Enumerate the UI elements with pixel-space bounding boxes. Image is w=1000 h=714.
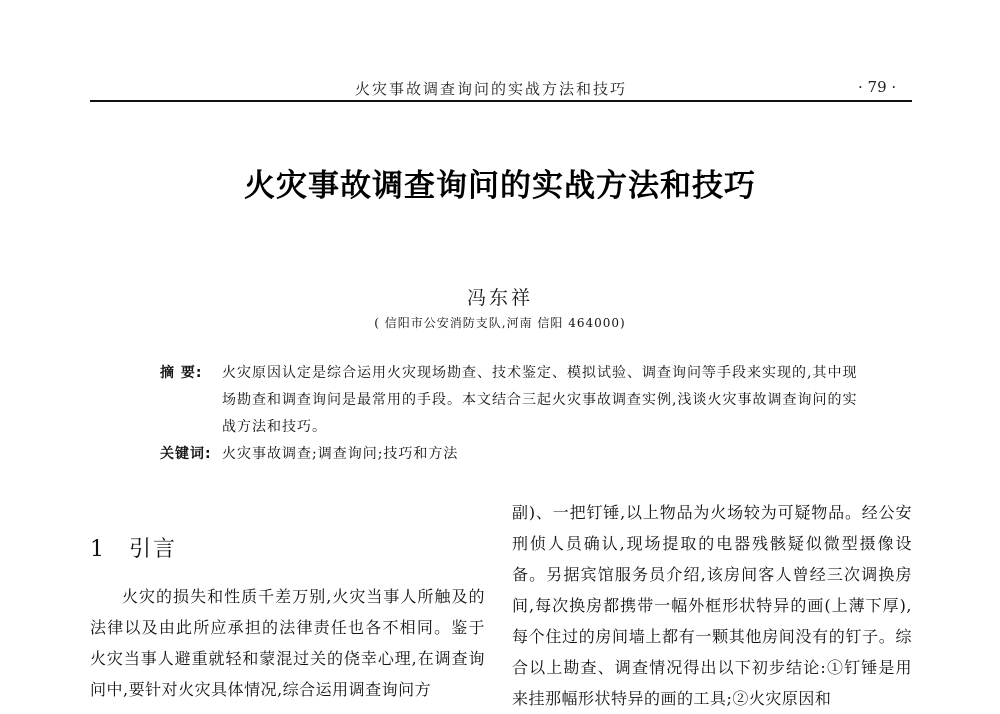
section-title: 引言	[129, 537, 178, 562]
keywords-label: 关键词:	[160, 446, 212, 462]
abstract-block	[160, 360, 860, 468]
page-number: · 79 ·	[858, 78, 897, 96]
left-paragraph: 火灾的损失和性质千差万别,火灾当事人所触及的法律以及由此所应承担的法律责任也各不相同。鉴于火灾当事人避重就轻和蒙混过关的侥幸心理,在调查询问中,要针对火灾具体情况,综合运用调查询问方	[90, 587, 485, 699]
right-column	[512, 497, 912, 714]
abstract-label: 摘 要:	[160, 365, 203, 381]
left-column	[90, 581, 485, 705]
running-title: 火灾事故调查询问的实战方法和技巧	[355, 80, 628, 98]
abstract-row	[160, 360, 860, 441]
author-name: 冯东祥	[466, 287, 533, 309]
abstract-text: 火灾原因认定是综合运用火灾现场勘查、技术鉴定、模拟试验、调查询问等手段来实现的,其中现场勘查和调查询问是最常用的手段。本文结合三起火灾事故调查实例,浅谈火灾事故调查询问的实战方法和技巧。	[222, 365, 858, 435]
section-heading	[90, 532, 177, 563]
right-paragraph: 副)、一把钉锤,以上物品为火场较为可疑物品。经公安刑侦人员确认,现场提取的电器残骸疑似微型摄像设备。另据宾馆服务员介绍,该房间客人曾经三次调换房间,每次换房都携带一幅外框形状特异的画(上薄下厚),每个住过的房间墙上都有一颗其他房间没有的钉子。综合以上勘查、调查情况得出以下初步结论:①钉锤是用来挂那幅形状特异的画的工具;②火灾原因和	[512, 503, 912, 708]
header-rule	[90, 100, 912, 102]
author-affiliation: ( 信阳市公安消防支队,河南 信阳 464000)	[374, 316, 626, 330]
keywords-row	[160, 441, 860, 468]
section-number: 1	[90, 537, 106, 562]
keywords-text: 火灾事故调查;调查询问;技巧和方法	[222, 446, 459, 462]
article-title: 火灾事故调查询问的实战方法和技巧	[244, 168, 756, 204]
